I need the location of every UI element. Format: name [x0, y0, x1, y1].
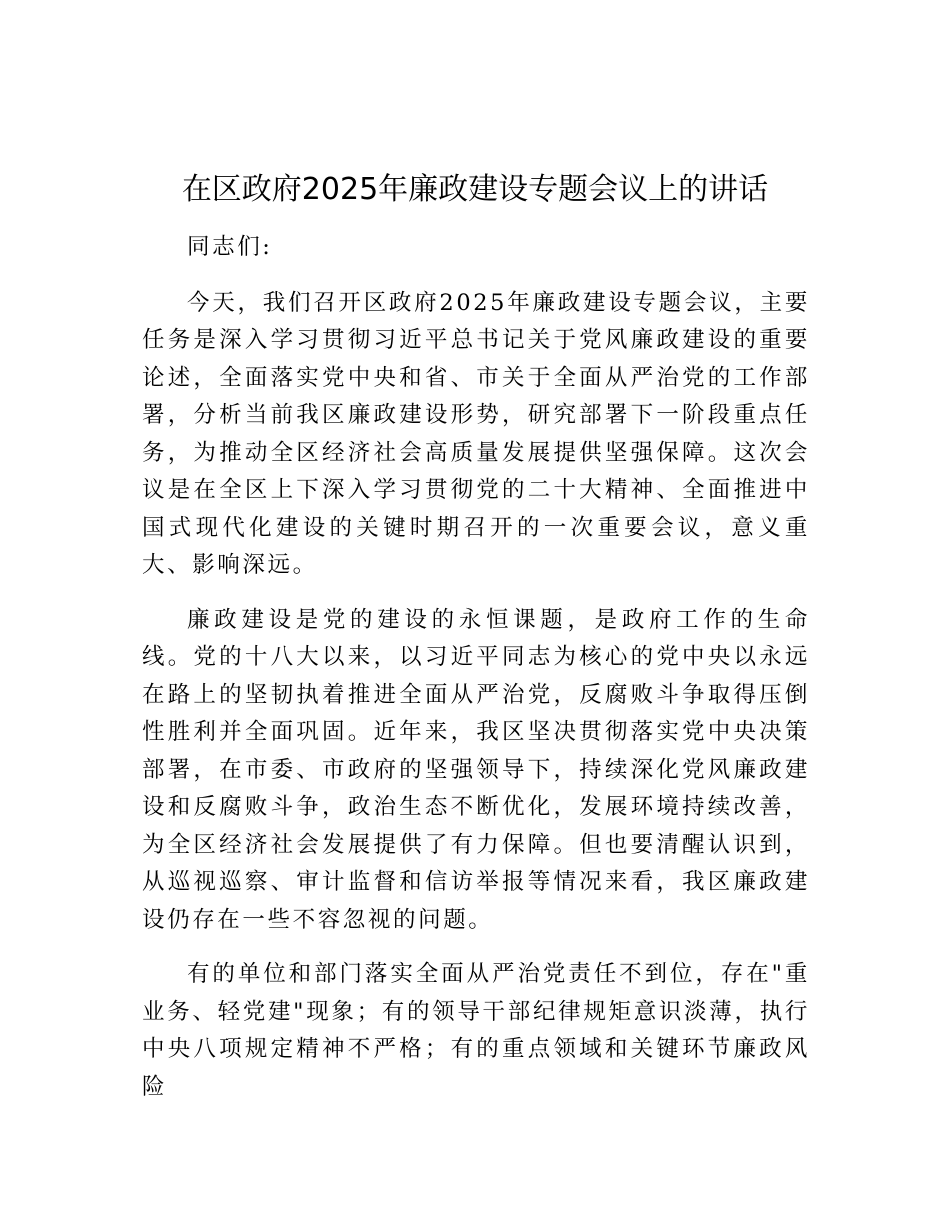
greeting: 同志们:: [187, 234, 273, 260]
document-body: [142, 229, 810, 1106]
paragraph-1: 今天，我们召开区政府2025年廉政建设专题会议，主要任务是深入学习贯彻习近平总书记关于党风廉政建设的重要论述，全面落实党中央和省、市关于全面从严治党的工作部署，分析当前我区廉政建设形势，研究部署下一阶段重点任务，为推动全区经济社会高质量发展提供坚强保障。这次会议是在全区上下深入学习贯彻党的二十大精神、全面推进中国式现代化建设的关键时期召开的一次重要会议，意义重大、影响深远。: [142, 289, 810, 578]
paragraph-2: 廉政建设是党的建设的永恒课题，是政府工作的生命线。党的十八大以来，以习近平同志为核心的党中央以永远在路上的坚韧执着推进全面从严治党，反腐败斗争取得压倒性胜利并全面巩固。近年来，我区坚决贯彻落实党中央决策部署，在市委、市政府的坚强领导下，持续深化党风廉政建设和反腐败斗争，政治生态不断优化，发展环境持续改善，为全区经济社会发展提供了有力保障。但也要清醒认识到，从巡视巡察、审计监督和信访举报等情况来看，我区廉政建设仍存在一些不容忽视的问题。: [142, 606, 810, 933]
paragraph-3: 有的单位和部门落实全面从严治党责任不到位，存在"重业务、轻党建"现象；有的领导干部纪律规矩意识淡薄，执行中央八项规定精神不严格；有的重点领域和关键环节廉政风险: [142, 961, 810, 1100]
document-title: 在区政府2025年廉政建设专题会议上的讲话: [181, 172, 769, 207]
